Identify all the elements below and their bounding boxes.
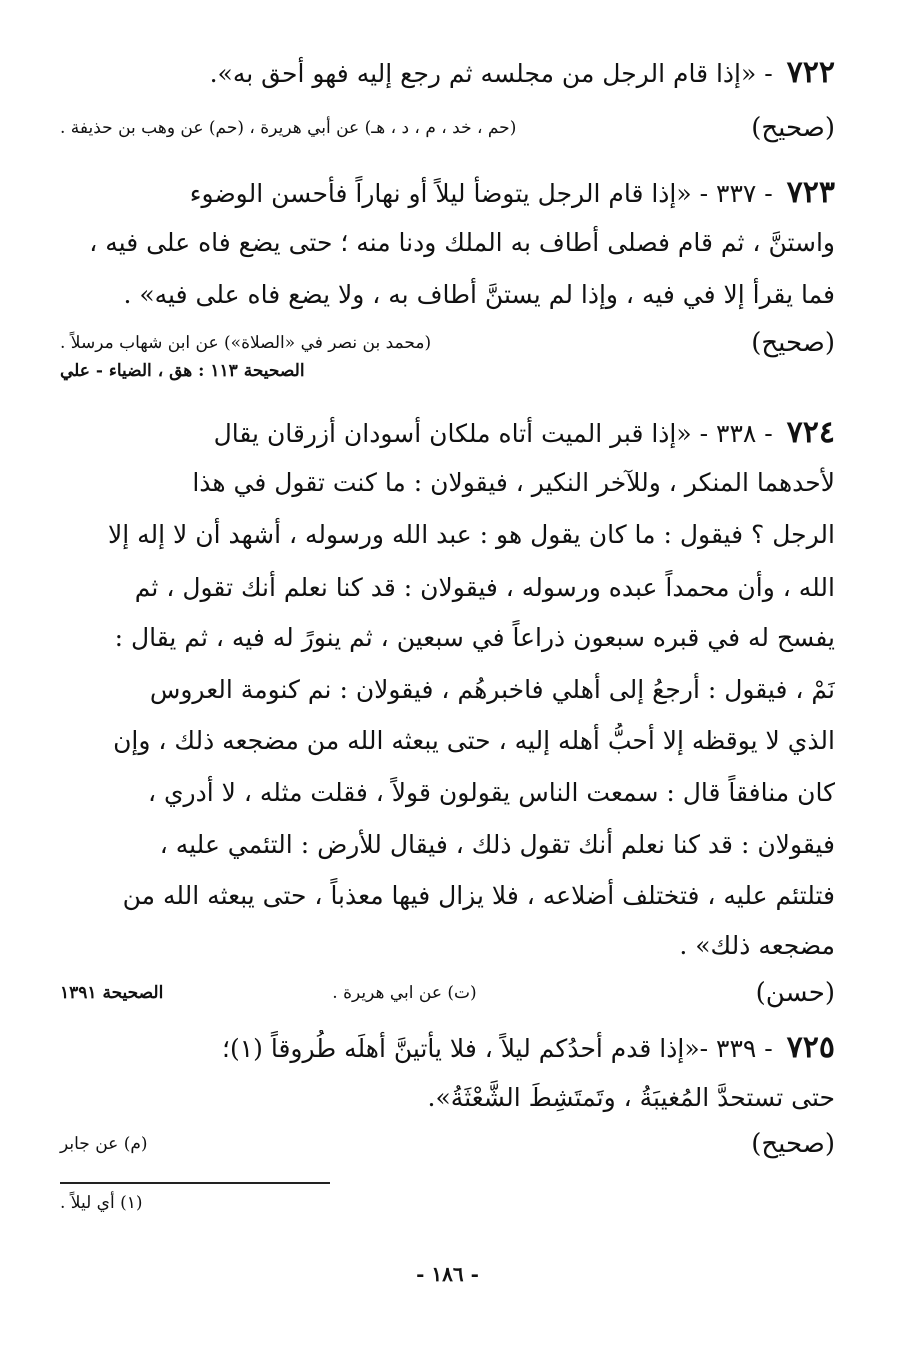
- hadith-725-grade: (صحيح): [751, 1129, 835, 1159]
- footnote: [60, 1188, 835, 1218]
- hadith-724-line-1: [60, 415, 835, 452]
- hadith-723-grade: (صحيح): [751, 328, 835, 358]
- hadith-724-text-1: - ٣٣٨ - «إذا قبر الميت أتاه ملكان أسودان أزرقان يقال: [213, 419, 781, 448]
- hadith-725-number: ٧٢٥: [786, 1030, 835, 1065]
- hadith-722-line-1: [60, 55, 835, 92]
- hadith-724-line-9: فيقولان : قد كنا نعلم أنك تقول ذلك ، فيقال للأرض : التئمي عليه ،: [159, 830, 835, 859]
- hadith-724-grade: (حسن): [755, 978, 835, 1008]
- page-number: - ١٨٦ -: [416, 1262, 479, 1286]
- hadith-724-line-4: الله ، وأن محمداً عبده ورسوله ، فيقولان : قد كنا نعلم أنك تقول ، ثم: [134, 573, 835, 602]
- hadith-722-text: - «إذا قام الرجل من مجلسه ثم رجع إليه فهو أحق به».: [209, 59, 781, 88]
- hadith-725-line-2: حتى تستحدَّ المُغيبَةُ ، وتَمتَشِطَ الشَّعْثَةُ».: [427, 1083, 835, 1112]
- hadith-724-line-11: مضجعه ذلك» .: [679, 931, 835, 960]
- hadith-723-number: ٧٢٣: [786, 175, 835, 210]
- hadith-723-source: (محمد بن نصر في «الصلاة») عن ابن شهاب مرسلاً .: [60, 333, 432, 353]
- hadith-723-line-3: فما يقرأ إلا في فيه ، وإذا لم يستنَّ أطاف به ، ولا يضع فاه على فيه» .: [123, 280, 835, 309]
- hadith-723-reference-text: الصحيحة ١١٣ : هق ، الضياء - علي: [60, 361, 305, 381]
- hadith-725-line-1: [60, 1030, 835, 1067]
- hadith-723-text-1: - ٣٣٧ - «إذا قام الرجل يتوضأ ليلاً أو نهاراً فأحسن الوضوء: [189, 179, 781, 208]
- hadith-725-grade-row: [60, 1126, 835, 1162]
- hadith-722-number: ٧٢٢: [786, 55, 835, 90]
- hadith-724-number: ٧٢٤: [786, 415, 835, 450]
- hadith-724-line-8: كان منافقاً قال : سمعت الناس يقولون قولاً ، فقلت مثله ، لا أدري ،: [147, 778, 835, 807]
- hadith-724-reference: الصحيحة ١٣٩١: [60, 983, 164, 1003]
- hadith-725-source: (م) عن جابر: [60, 1134, 148, 1154]
- hadith-724-line-10: فتلتئم عليه ، فتختلف أضلاعه ، فلا يزال فيها معذباً ، حتى يبعثه الله من: [122, 881, 835, 910]
- hadith-724-line-5: يفسح له في قبره سبعون ذراعاً في سبعين ، ثم ينورً له فيه ، ثم يقال :: [114, 623, 835, 652]
- hadith-724-line-7: الذي لا يوقظه إلا أحبُّ أهله إليه ، حتى يبعثه الله من مضجعه ذلك ، وإن: [113, 726, 835, 755]
- hadith-724-line-2: لأحدهما المنكر ، وللآخر النكير ، فيقولان : ما كنت تقول في هذا: [192, 468, 835, 497]
- hadith-722-source: (حم ، خد ، م ، د ، هـ) عن أبي هريرة ، (حم) عن وهب بن حذيفة .: [60, 118, 517, 138]
- hadith-723-grade-row: [60, 325, 835, 361]
- hadith-724-source: (ت) عن ابي هريرة .: [332, 983, 477, 1003]
- hadith-723-line-2: واستنَّ ، ثم قام فصلى أطاف به الملك ودنا منه ؛ حتى يضع فاه على فيه ،: [89, 228, 835, 257]
- hadith-724-line-6: نَمْ ، فيقول : أرجعُ إلى أهلي فاخبرهُم ، فيقولان : نم كنومة العروس: [149, 675, 835, 704]
- hadith-724-line-3: الرجل ؟ فيقول : ما كان يقول هو : عبد الله ورسوله ، أشهد أن لا إله إلا: [107, 520, 835, 549]
- hadith-724-grade-row: [60, 975, 835, 1011]
- hadith-723-reference: [60, 358, 835, 384]
- hadith-722-grade: (صحيح): [751, 113, 835, 143]
- hadith-725-text-1: - ٣٣٩ -«إذا قدم أحدُكم ليلاً ، فلا يأتينَّ أهلَه طُروقاً (١)؛: [222, 1034, 781, 1063]
- footnote-text: (١) أي ليلاً .: [60, 1193, 143, 1213]
- hadith-723-line-1: [60, 175, 835, 212]
- hadith-722-grade-row: [60, 110, 835, 146]
- footnote-divider: [60, 1182, 330, 1184]
